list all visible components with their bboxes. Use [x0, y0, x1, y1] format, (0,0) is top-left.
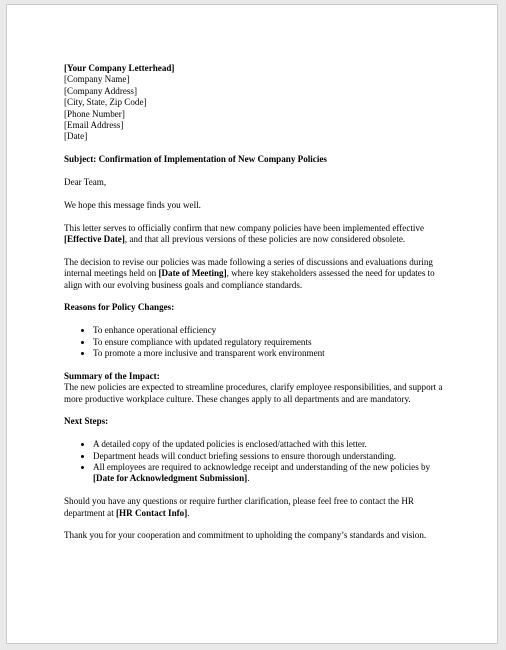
closing-paragraph: Thank you for your cooperation and commitment to upholding the company’s standards and vision.: [64, 530, 427, 541]
next-steps-list: [64, 439, 444, 485]
list-item: • To promote a more inclusive and transparent work environment: [93, 348, 444, 359]
company-name: [Company Name]: [64, 74, 130, 85]
paragraph-contact: Should you have any questions or require further clarification, please feel free to contact the HR department at [HR Contact Info].: [64, 496, 414, 518]
letter-body: [64, 63, 444, 542]
list-item: • To ensure compliance with updated regulatory requirements: [93, 337, 444, 348]
paragraph-meeting: The decision to revise our policies was made following a series of discussions and evaluations during internal meetings held on [Date of Meeting], where key stakeholders assessed the need for updates to align with our evolving business goals and compliance standards.: [64, 256, 435, 290]
phone-number: [Phone Number]: [64, 108, 125, 119]
impact-heading: Summary of the Impact:: [64, 370, 160, 381]
reasons-heading: Reasons for Policy Changes:: [64, 302, 175, 313]
list-item: • All employees are required to acknowledge receipt and understanding of the new policies by [Date for Acknowledgment Submission].: [93, 462, 444, 485]
list-item: • A detailed copy of the updated policies is enclosed/attached with this letter.: [93, 439, 444, 450]
letterhead-title: [Your Company Letterhead]: [64, 63, 175, 73]
hr-contact-placeholder: [HR Contact Info]: [116, 507, 188, 518]
impact-text: The new policies are expected to streamline procedures, clarify employee responsibilities, and support a more productive workplace culture. These changes apply to all departments and are mandatory.: [64, 382, 443, 404]
company-address: [Company Address]: [64, 85, 137, 96]
letter-date: [Date]: [64, 131, 88, 142]
city-state-zip: [City, State, Zip Code]: [64, 97, 147, 108]
list-item: • Department heads will conduct briefing sessions to ensure thorough understanding.: [93, 451, 444, 462]
reasons-list: [64, 325, 444, 359]
document-page: [6, 4, 498, 644]
meeting-date-placeholder: [Date of Meeting]: [158, 268, 227, 279]
acknowledgment-date-placeholder: [Date for Acknowledgment Submission]: [93, 473, 248, 484]
paragraph-effective-date: This letter serves to officially confirm that new company policies have been implemented effective [Effective Date], and that all previous versions of these policies are now considered obsolete.: [64, 222, 425, 245]
effective-date-placeholder: [Effective Date]: [64, 234, 125, 245]
list-item: • To enhance operational efficiency: [93, 325, 444, 336]
email-address: [Email Address]: [64, 120, 124, 131]
next-steps-heading: Next Steps:: [64, 416, 109, 427]
salutation: Dear Team,: [64, 177, 107, 188]
greeting: We hope this message finds you well.: [64, 199, 201, 210]
subject-line: Subject: Confirmation of Implementation of New Company Policies: [64, 154, 327, 165]
